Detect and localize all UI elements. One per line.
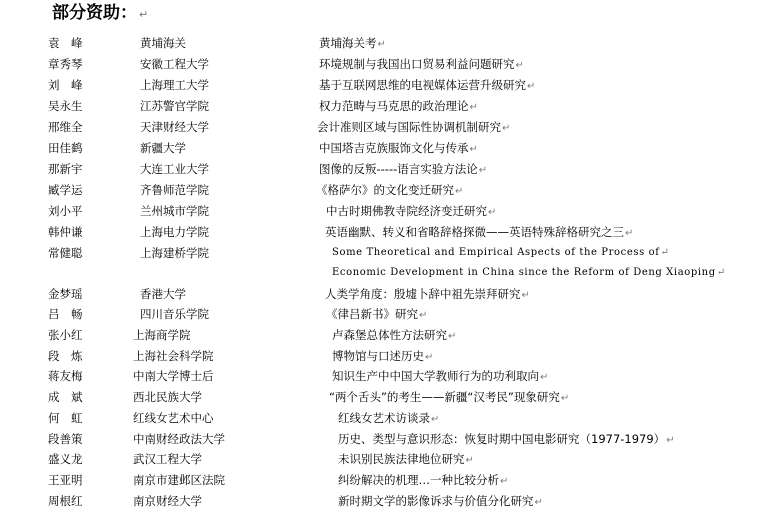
funding-row — [0, 429, 780, 449]
recipient-name: 段善策 — [48, 432, 83, 446]
section-heading-text: 部分资助： — [52, 3, 137, 23]
recipient-institution: 红线女艺术中心 — [133, 411, 214, 425]
recipient-institution: 兰州城市学院 — [140, 204, 209, 218]
funding-row-continuation — [0, 263, 780, 283]
project-title: 环境规制与我国出口贸易利益问题研究↵ — [319, 57, 524, 71]
funding-row — [0, 243, 780, 263]
paragraph-mark-icon: ↵ — [716, 267, 726, 278]
recipient-institution: 上海电力学院 — [140, 225, 209, 239]
paragraph-mark-icon: ↵ — [377, 39, 386, 50]
recipient-name: 袁 峰 — [48, 36, 83, 50]
funding-row — [0, 33, 780, 53]
recipient-institution: 四川音乐学院 — [140, 307, 209, 321]
recipient-name: 王亚明 — [48, 473, 83, 487]
paragraph-mark-icon: ↵ — [515, 60, 524, 71]
paragraph-mark-icon: ↵ — [448, 331, 457, 342]
recipient-institution: 黄埔海关 — [140, 36, 186, 50]
paragraph-mark-icon: ↵ — [469, 144, 478, 155]
recipient-institution: 大连工业大学 — [140, 162, 209, 176]
recipient-institution: 上海建桥学院 — [140, 246, 209, 260]
funding-row — [0, 159, 780, 179]
recipient-name: 何 虹 — [48, 411, 83, 425]
recipient-institution: 齐鲁师范学院 — [140, 183, 209, 197]
recipient-name: 刘小平 — [48, 204, 83, 218]
recipient-institution: 香港大学 — [140, 287, 186, 301]
project-title: 黄埔海关考↵ — [319, 36, 386, 50]
recipient-institution: 上海社会科学院 — [133, 349, 214, 363]
recipient-institution: 中南财经政法大学 — [133, 432, 225, 446]
paragraph-mark-icon: ↵ — [502, 123, 511, 134]
recipient-name: 周根红 — [48, 494, 83, 508]
funding-row — [0, 449, 780, 469]
project-title: “两个舌头”的考生——新疆“汉考民”现象研究↵ — [329, 390, 570, 404]
project-title: 人类学角度：殷墟卜辞中祖先崇拜研究↵ — [325, 287, 530, 301]
recipient-name: 常健聪 — [48, 246, 83, 260]
funding-row — [0, 387, 780, 407]
paragraph-mark-icon: ↵ — [488, 207, 497, 218]
project-title: 博物馆与口述历史↵ — [332, 349, 434, 363]
paragraph-mark-icon: ↵ — [469, 102, 478, 113]
recipient-name: 刘 峰 — [48, 78, 83, 92]
funding-row — [0, 222, 780, 242]
project-title: 图像的反叛-----语言实验方法论↵ — [319, 162, 488, 176]
project-title: 未识别民族法律地位研究↵ — [338, 452, 474, 466]
recipient-institution: 西北民族大学 — [133, 390, 202, 404]
funding-row — [0, 366, 780, 386]
paragraph-mark-icon: ↵ — [425, 352, 434, 363]
funding-row — [0, 470, 780, 490]
recipient-name: 段 炼 — [48, 349, 83, 363]
project-title: 纠纷解决的机理…一种比较分析↵ — [338, 473, 509, 487]
recipient-name: 金梦瑶 — [48, 287, 83, 301]
recipient-name: 韩仲谦 — [48, 225, 83, 239]
recipient-institution: 南京市建邺区法院 — [133, 473, 225, 487]
recipient-name: 吕 畅 — [48, 307, 83, 321]
funding-row — [0, 491, 780, 511]
project-title: 知识生产中中国大学教师行为的功利取向↵ — [332, 369, 549, 383]
project-title: 《格萨尔》的文化变迁研究↵ — [316, 183, 464, 197]
recipient-institution: 南京财经大学 — [133, 494, 202, 508]
paragraph-mark-icon: ↵ — [455, 186, 464, 197]
funding-row — [0, 54, 780, 74]
recipient-name: 臧学运 — [48, 183, 83, 197]
project-title: 卢森堡总体性方法研究↵ — [332, 328, 457, 342]
recipient-institution: 安徽工程大学 — [140, 57, 209, 71]
recipient-name: 成 斌 — [48, 390, 83, 404]
funding-row — [0, 180, 780, 200]
funding-row — [0, 201, 780, 221]
paragraph-mark-icon: ↵ — [625, 228, 634, 239]
funding-row — [0, 408, 780, 428]
project-title: 会计准则区域与国际性协调机制研究↵ — [317, 120, 511, 134]
funding-row — [0, 96, 780, 116]
project-title: 新时期文学的影像诉求与价值分化研究↵ — [338, 494, 543, 508]
project-title: 英语幽默、转义和省略辞格探微——英语特殊辞格研究之三↵ — [325, 225, 634, 239]
paragraph-mark-icon: ↵ — [534, 497, 543, 508]
paragraph-mark-icon: ↵ — [419, 310, 428, 321]
project-title: 红线女艺术访谈录↵ — [338, 411, 440, 425]
paragraph-mark-icon: ↵ — [139, 8, 149, 21]
project-title: 基于互联网思维的电视媒体运营升级研究↵ — [319, 78, 536, 92]
paragraph-mark-icon: ↵ — [666, 435, 675, 446]
paragraph-mark-icon: ↵ — [431, 414, 440, 425]
funding-row — [0, 284, 780, 304]
recipient-name: 张小红 — [48, 328, 83, 342]
funding-row — [0, 75, 780, 95]
recipient-name: 那新宇 — [48, 162, 83, 176]
project-title: 中古时期佛教寺院经济变迁研究↵ — [326, 204, 497, 218]
paragraph-mark-icon: ↵ — [478, 165, 488, 176]
recipient-name: 田佳鹤 — [48, 141, 83, 155]
funding-row — [0, 304, 780, 324]
recipient-name: 章秀琴 — [48, 57, 83, 71]
project-title: 历史、类型与意识形态：恢复时期中国电影研究（1977-1979）↵ — [338, 432, 675, 446]
paragraph-mark-icon: ↵ — [521, 290, 530, 301]
paragraph-mark-icon: ↵ — [527, 81, 536, 92]
paragraph-mark-icon: ↵ — [660, 247, 670, 258]
funding-row — [0, 138, 780, 158]
section-heading — [52, 3, 148, 25]
project-title-continuation: Economic Development in China since the Reform of Deng Xiaoping↵ — [332, 267, 726, 278]
paragraph-mark-icon: ↵ — [540, 372, 549, 383]
project-title: 《律吕新书》研究↵ — [326, 307, 428, 321]
project-title: 权力范畴与马克思的政治理论↵ — [319, 99, 478, 113]
paragraph-mark-icon: ↵ — [500, 476, 509, 487]
recipient-institution: 天津财经大学 — [140, 120, 209, 134]
recipient-institution: 江苏警官学院 — [140, 99, 209, 113]
recipient-institution: 上海商学院 — [133, 328, 191, 342]
recipient-institution: 武汉工程大学 — [133, 452, 202, 466]
recipient-name: 盛义龙 — [48, 452, 83, 466]
recipient-name: 吴永生 — [48, 99, 83, 113]
funding-row — [0, 117, 780, 137]
paragraph-mark-icon: ↵ — [465, 455, 474, 466]
paragraph-mark-icon: ↵ — [560, 393, 570, 404]
project-title: 中国塔吉克族服饰文化与传承↵ — [319, 141, 478, 155]
recipient-name: 蒋友梅 — [48, 369, 83, 383]
funding-row — [0, 325, 780, 345]
funding-row — [0, 346, 780, 366]
recipient-institution: 新疆大学 — [140, 141, 186, 155]
recipient-institution: 上海理工大学 — [140, 78, 209, 92]
project-title: Some Theoretical and Empirical Aspects of the Process of↵ — [332, 247, 670, 258]
recipient-name: 邢维全 — [48, 120, 83, 134]
recipient-institution: 中南大学博士后 — [133, 369, 214, 383]
